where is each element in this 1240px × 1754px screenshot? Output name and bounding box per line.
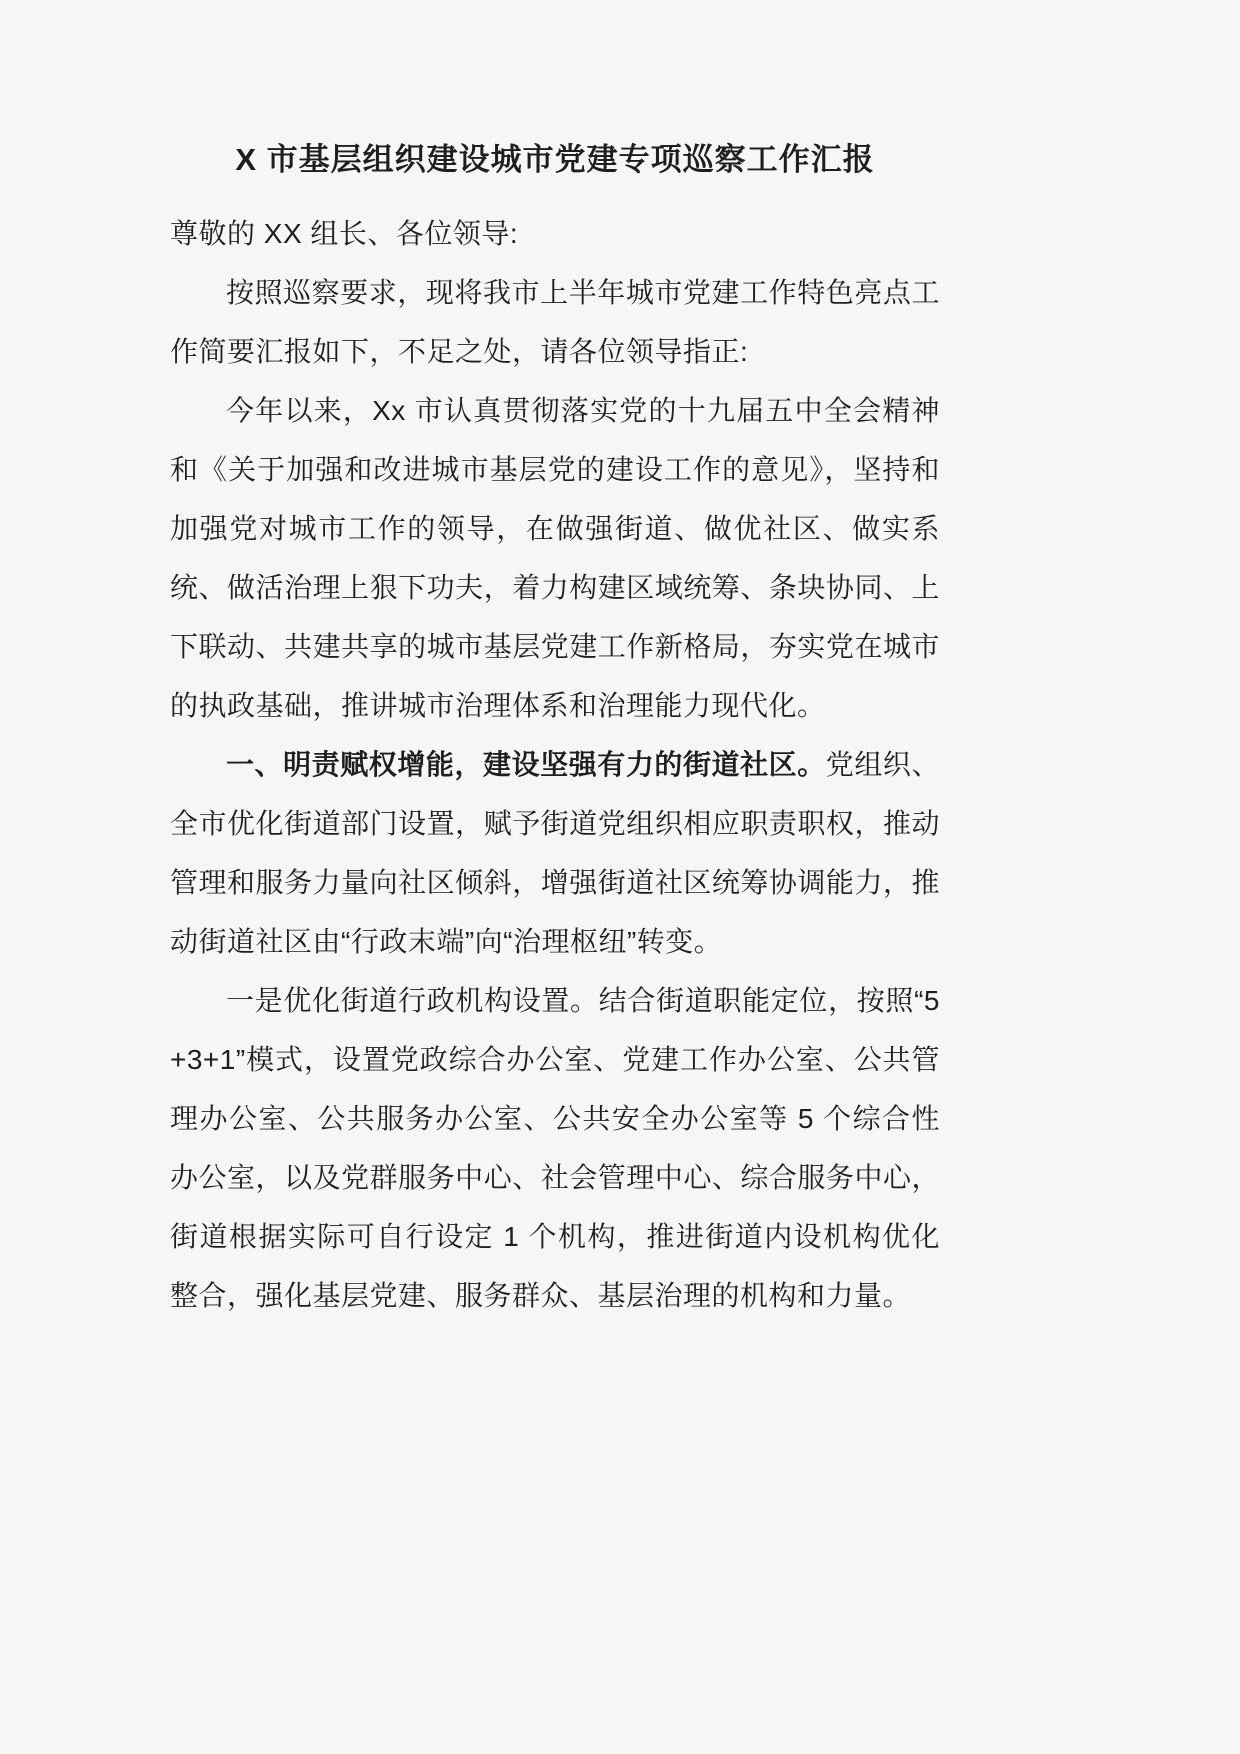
section-1-heading: 一、明责赋权增能，建设坚强有力的街道社区。 bbox=[226, 749, 826, 780]
section-1-text: 党组织、全市优化街道部门设置，赋予街道党组织相应职责职权，推动管理和服务力量向社区倾斜，增强街道社区统筹协调能力，推动街道社区由“行政末端”向“治理枢纽”转变。 bbox=[170, 749, 940, 957]
paragraph-point-1: 一是优化街道行政机构设置。结合街道职能定位，按照“5+3+1”模式，设置党政综合办公室、党建工作办公室、公共管理办公室、公共服务办公室、公共安全办公室等 5 个综合性办公室，以及党群服务中心、社会管理中心、综合服务中心，街道根据实际可自行设定 1 个机构，推进街道内设机构优化整合，强化基层党建、服务群众、基层治理的机构和力量。 bbox=[170, 985, 940, 1311]
paragraph-intro: 按照巡察要求，现将我市上半年城市党建工作特色亮点工作简要汇报如下，不足之处，请各位领导指正: bbox=[170, 277, 940, 367]
document-body bbox=[170, 204, 940, 1325]
salutation-line: 尊敬的 XX 组长、各位领导: bbox=[170, 218, 519, 249]
paragraph-overview: 今年以来，Xx 市认真贯彻落实党的十九届五中全会精神和《关于加强和改进城市基层党的建设工作的意见》，坚持和加强党对城市工作的领导，在做强街道、做优社区、做实系统、做活治理上狠下功夫，着力构建区域统筹、条块协同、上下联动、共建共享的城市基层党建工作新格局，夯实党在城市的执政基础，推讲城市治理体系和治理能力现代化。 bbox=[170, 395, 940, 721]
document-title: X 市基层组织建设城市党建专项巡察工作汇报 bbox=[235, 142, 875, 177]
paragraph-section-1 bbox=[170, 735, 940, 971]
